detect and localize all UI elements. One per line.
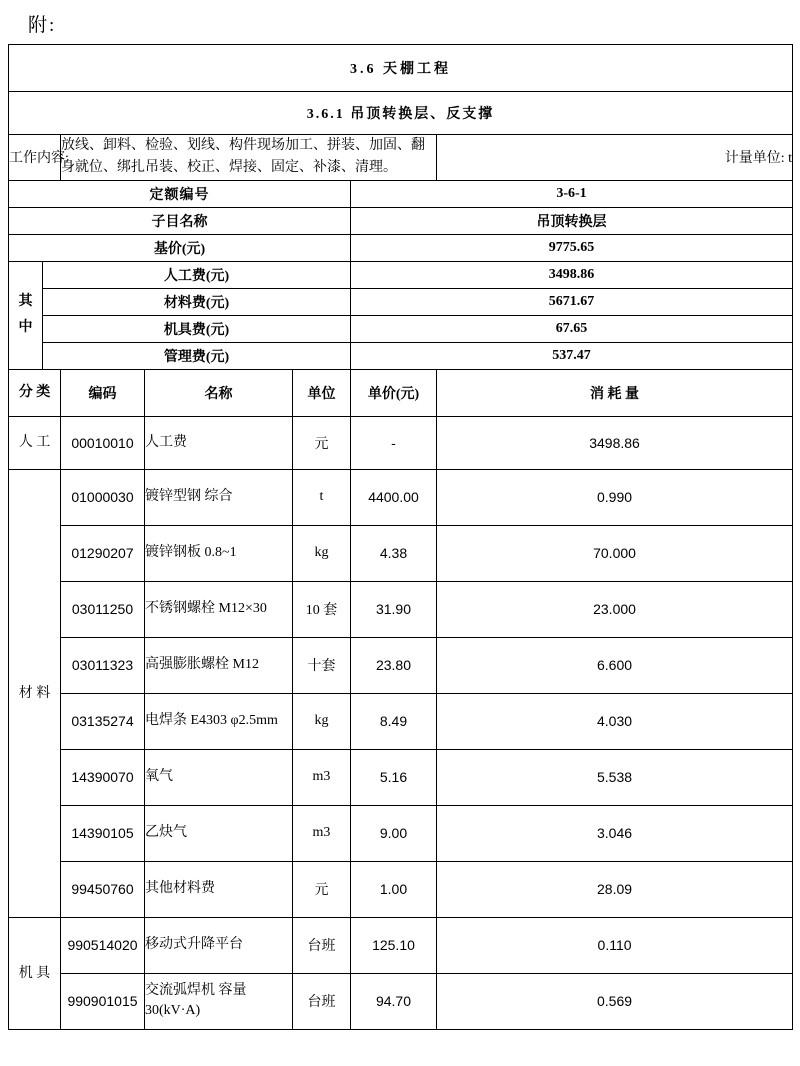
column-header-name: 名称 <box>145 369 293 416</box>
row-qty: 5.538 <box>437 749 793 805</box>
row-price: 4.38 <box>351 525 437 581</box>
table-row <box>9 973 793 1029</box>
row-name: 镀锌型钢 综合 <box>145 469 293 525</box>
cost-value-material: 5671.67 <box>351 288 793 315</box>
quota-code-label: 定额编号 <box>9 180 351 207</box>
cost-row-machine <box>9 315 793 342</box>
row-name: 镀锌钢板 0.8~1 <box>145 525 293 581</box>
cost-value-labor: 3498.86 <box>351 261 793 288</box>
row-qty: 23.000 <box>437 581 793 637</box>
row-code: 01290207 <box>61 525 145 581</box>
quota-code-row <box>9 180 793 207</box>
group-material-char-0: 材 <box>18 685 33 701</box>
group-labor-char-0: 人 <box>18 435 33 451</box>
row-unit: m3 <box>293 749 351 805</box>
cost-row-labor <box>9 261 793 288</box>
row-code: 03011323 <box>61 637 145 693</box>
row-name: 乙炔气 <box>145 805 293 861</box>
row-price: 9.00 <box>351 805 437 861</box>
row-name: 不锈钢螺栓 M12×30 <box>145 581 293 637</box>
column-header-price: 单价(元) <box>351 369 437 416</box>
row-code: 14390070 <box>61 749 145 805</box>
row-unit: 十套 <box>293 637 351 693</box>
table-row <box>9 525 793 581</box>
column-header-code: 编码 <box>61 369 145 416</box>
cost-row-management <box>9 342 793 369</box>
base-price-label: 基价(元) <box>9 234 351 261</box>
work-content-text: 放线、卸料、检验、划线、构件现场加工、拼装、加固、翻身就位、绑扎吊装、校正、焊接、固定、补漆、清理。 <box>61 135 437 181</box>
attachment-prefix: 附: <box>28 15 57 36</box>
row-name: 移动式升降平台 <box>145 917 293 973</box>
row-qty: 3.046 <box>437 805 793 861</box>
consumption-header-row <box>9 369 793 416</box>
group-label-among <box>9 261 43 369</box>
table-row <box>9 469 793 525</box>
row-code: 00010010 <box>61 416 145 469</box>
item-name-label: 子目名称 <box>9 207 351 234</box>
column-header-unit: 单位 <box>293 369 351 416</box>
group-label-char-1: 中 <box>18 320 33 336</box>
row-price: 23.80 <box>351 637 437 693</box>
category-header-char-0: 分 <box>18 385 33 401</box>
row-unit: 台班 <box>293 917 351 973</box>
row-code: 99450760 <box>61 861 145 917</box>
page-subtitle: 3.6.1 吊顶转换层、反支撑 <box>9 92 793 135</box>
row-price: 31.90 <box>351 581 437 637</box>
row-code: 990514020 <box>61 917 145 973</box>
row-qty: 0.569 <box>437 973 793 1029</box>
cost-label-material: 材料费(元) <box>43 288 351 315</box>
table-row <box>9 805 793 861</box>
group-label-char-0: 其 <box>18 293 33 309</box>
item-name-row <box>9 207 793 234</box>
row-unit: kg <box>293 693 351 749</box>
table-row <box>9 917 793 973</box>
cost-value-machine: 67.65 <box>351 315 793 342</box>
base-price-value: 9775.65 <box>351 234 793 261</box>
row-qty: 6.600 <box>437 637 793 693</box>
row-price: 4400.00 <box>351 469 437 525</box>
page-title: 3.6 天棚工程 <box>9 45 793 92</box>
category-header-char-1: 类 <box>36 385 51 401</box>
work-content-label: 工作内容: <box>9 135 61 181</box>
row-price: 94.70 <box>351 973 437 1029</box>
measure-unit-note: 计量单位: t <box>437 135 793 181</box>
table-row <box>9 749 793 805</box>
row-name: 交流弧焊机 容量 30(kV·A) <box>145 973 293 1029</box>
cost-label-labor: 人工费(元) <box>43 261 351 288</box>
row-qty: 3498.86 <box>437 416 793 469</box>
row-unit: 元 <box>293 416 351 469</box>
row-qty: 0.990 <box>437 469 793 525</box>
quota-code-value: 3-6-1 <box>351 180 793 207</box>
group-machine-char-0: 机 <box>18 965 33 981</box>
row-name: 人工费 <box>145 416 293 469</box>
item-name-value: 吊顶转换层 <box>351 207 793 234</box>
row-qty: 0.110 <box>437 917 793 973</box>
row-unit: 台班 <box>293 973 351 1029</box>
row-code: 03135274 <box>61 693 145 749</box>
row-unit: t <box>293 469 351 525</box>
table-row <box>9 416 793 469</box>
work-content-row <box>9 135 793 181</box>
group-machine-char-1: 具 <box>36 965 51 981</box>
row-qty: 70.000 <box>437 525 793 581</box>
quota-table <box>8 44 793 1030</box>
row-price: - <box>351 416 437 469</box>
group-label-labor <box>9 416 61 469</box>
row-code: 990901015 <box>61 973 145 1029</box>
row-name: 氧气 <box>145 749 293 805</box>
cost-label-management: 管理费(元) <box>43 342 351 369</box>
subtitle-row <box>9 92 793 135</box>
row-unit: m3 <box>293 805 351 861</box>
row-code: 14390105 <box>61 805 145 861</box>
group-label-material <box>9 469 61 917</box>
column-header-category <box>9 369 61 416</box>
row-code: 01000030 <box>61 469 145 525</box>
row-name: 其他材料费 <box>145 861 293 917</box>
row-unit: 元 <box>293 861 351 917</box>
cost-row-material <box>9 288 793 315</box>
row-qty: 28.09 <box>437 861 793 917</box>
row-price: 8.49 <box>351 693 437 749</box>
table-row <box>9 861 793 917</box>
title-row <box>9 45 793 92</box>
cost-label-machine: 机具费(元) <box>43 315 351 342</box>
row-name: 高强膨胀螺栓 M12 <box>145 637 293 693</box>
table-row <box>9 581 793 637</box>
group-labor-char-1: 工 <box>36 435 51 451</box>
column-header-qty: 消 耗 量 <box>437 369 793 416</box>
row-name: 电焊条 E4303 φ2.5mm <box>145 693 293 749</box>
base-price-row <box>9 234 793 261</box>
row-unit: kg <box>293 525 351 581</box>
cost-value-management: 537.47 <box>351 342 793 369</box>
table-row <box>9 693 793 749</box>
row-unit: 10 套 <box>293 581 351 637</box>
group-material-char-1: 料 <box>36 685 51 701</box>
row-price: 125.10 <box>351 917 437 973</box>
table-row <box>9 637 793 693</box>
row-qty: 4.030 <box>437 693 793 749</box>
row-code: 03011250 <box>61 581 145 637</box>
row-price: 5.16 <box>351 749 437 805</box>
row-price: 1.00 <box>351 861 437 917</box>
group-label-machine <box>9 917 61 1029</box>
